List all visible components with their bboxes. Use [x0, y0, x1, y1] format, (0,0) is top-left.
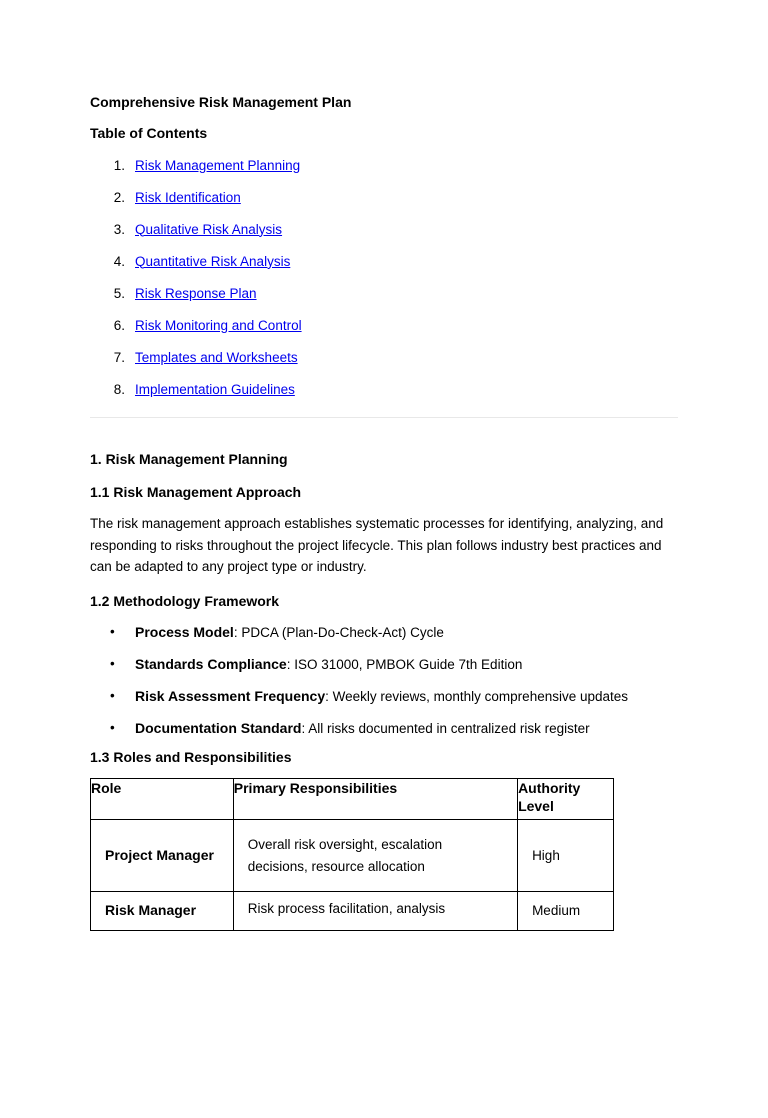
section-divider — [90, 417, 678, 418]
framework-value: : ISO 31000, PMBOK Guide 7th Edition — [286, 657, 523, 673]
toc-number: 4. — [113, 253, 125, 269]
toc-link-risk-identification[interactable]: Risk Identification — [135, 189, 241, 205]
cell-role: Risk Manager — [91, 892, 234, 931]
column-header-responsibilities: Primary Responsibilities — [233, 779, 517, 820]
cell-authority: High — [518, 820, 614, 892]
section-1-3-heading: 1.3 Roles and Responsibilities — [90, 749, 292, 766]
column-header-authority: Authority Level — [518, 779, 614, 820]
framework-term: Standards Compliance — [135, 656, 287, 673]
toc-number: 5. — [113, 285, 125, 301]
toc-item — [90, 347, 678, 379]
toc-link-qualitative-risk-analysis[interactable]: Qualitative Risk Analysis — [135, 221, 283, 237]
toc-link-risk-response-plan[interactable]: Risk Response Plan — [135, 285, 257, 301]
toc-number: 7. — [113, 349, 125, 365]
toc-link-risk-management-planning[interactable]: Risk Management Planning — [135, 157, 301, 173]
framework-value: : PDCA (Plan-Do-Check-Act) Cycle — [233, 625, 444, 641]
list-item — [90, 685, 678, 717]
toc-item — [90, 251, 678, 283]
table-of-contents — [90, 155, 678, 411]
toc-number: 3. — [113, 221, 125, 237]
section-1-1-heading: 1.1 Risk Management Approach — [90, 484, 302, 501]
toc-item — [90, 315, 678, 347]
list-item — [90, 621, 678, 653]
toc-link-implementation-guidelines[interactable]: Implementation Guidelines — [135, 381, 295, 397]
toc-item — [90, 187, 678, 219]
framework-value: : Weekly reviews, monthly comprehensive updates — [325, 689, 629, 705]
document-page — [0, 94, 768, 931]
toc-link-risk-monitoring-and-control[interactable]: Risk Monitoring and Control — [135, 317, 302, 333]
toc-item — [90, 219, 678, 251]
framework-term: Process Model — [135, 624, 234, 641]
document-title: Comprehensive Risk Management Plan — [90, 94, 352, 110]
toc-number: 8. — [113, 381, 125, 397]
framework-term: Risk Assessment Frequency — [135, 688, 326, 705]
toc-number: 1. — [113, 157, 125, 173]
framework-value: : All risks documented in centralized risk register — [301, 721, 590, 737]
roles-table — [90, 778, 614, 931]
approach-paragraph: The risk management approach establishes systematic processes for identifying, analyzing, and responding to risks throughout the project lifecycle. This plan follows industry best practices and can be adapted to any project type or industry. — [90, 516, 664, 575]
toc-item — [90, 155, 678, 187]
framework-list — [90, 621, 678, 749]
toc-link-quantitative-risk-analysis[interactable]: Quantitative Risk Analysis — [135, 253, 291, 269]
table-header-row — [91, 779, 614, 820]
table-row — [91, 892, 614, 931]
list-item — [90, 717, 678, 749]
toc-number: 2. — [113, 189, 125, 205]
cell-authority: Medium — [518, 892, 614, 931]
cell-role: Project Manager — [91, 820, 234, 892]
toc-item — [90, 379, 678, 411]
framework-term: Documentation Standard — [135, 720, 302, 737]
toc-heading: Table of Contents — [90, 124, 208, 141]
section-1-heading: 1. Risk Management Planning — [90, 450, 288, 467]
cell-responsibilities: Risk process facilitation, analysis — [233, 892, 517, 931]
column-header-role: Role — [91, 779, 234, 820]
list-item — [90, 653, 678, 685]
toc-link-templates-and-worksheets[interactable]: Templates and Worksheets — [135, 349, 298, 365]
toc-number: 6. — [113, 317, 125, 333]
table-row — [91, 820, 614, 892]
cell-responsibilities: Overall risk oversight, escalation decisions, resource allocation — [233, 820, 517, 892]
section-1-2-heading: 1.2 Methodology Framework — [90, 592, 280, 609]
toc-item — [90, 283, 678, 315]
